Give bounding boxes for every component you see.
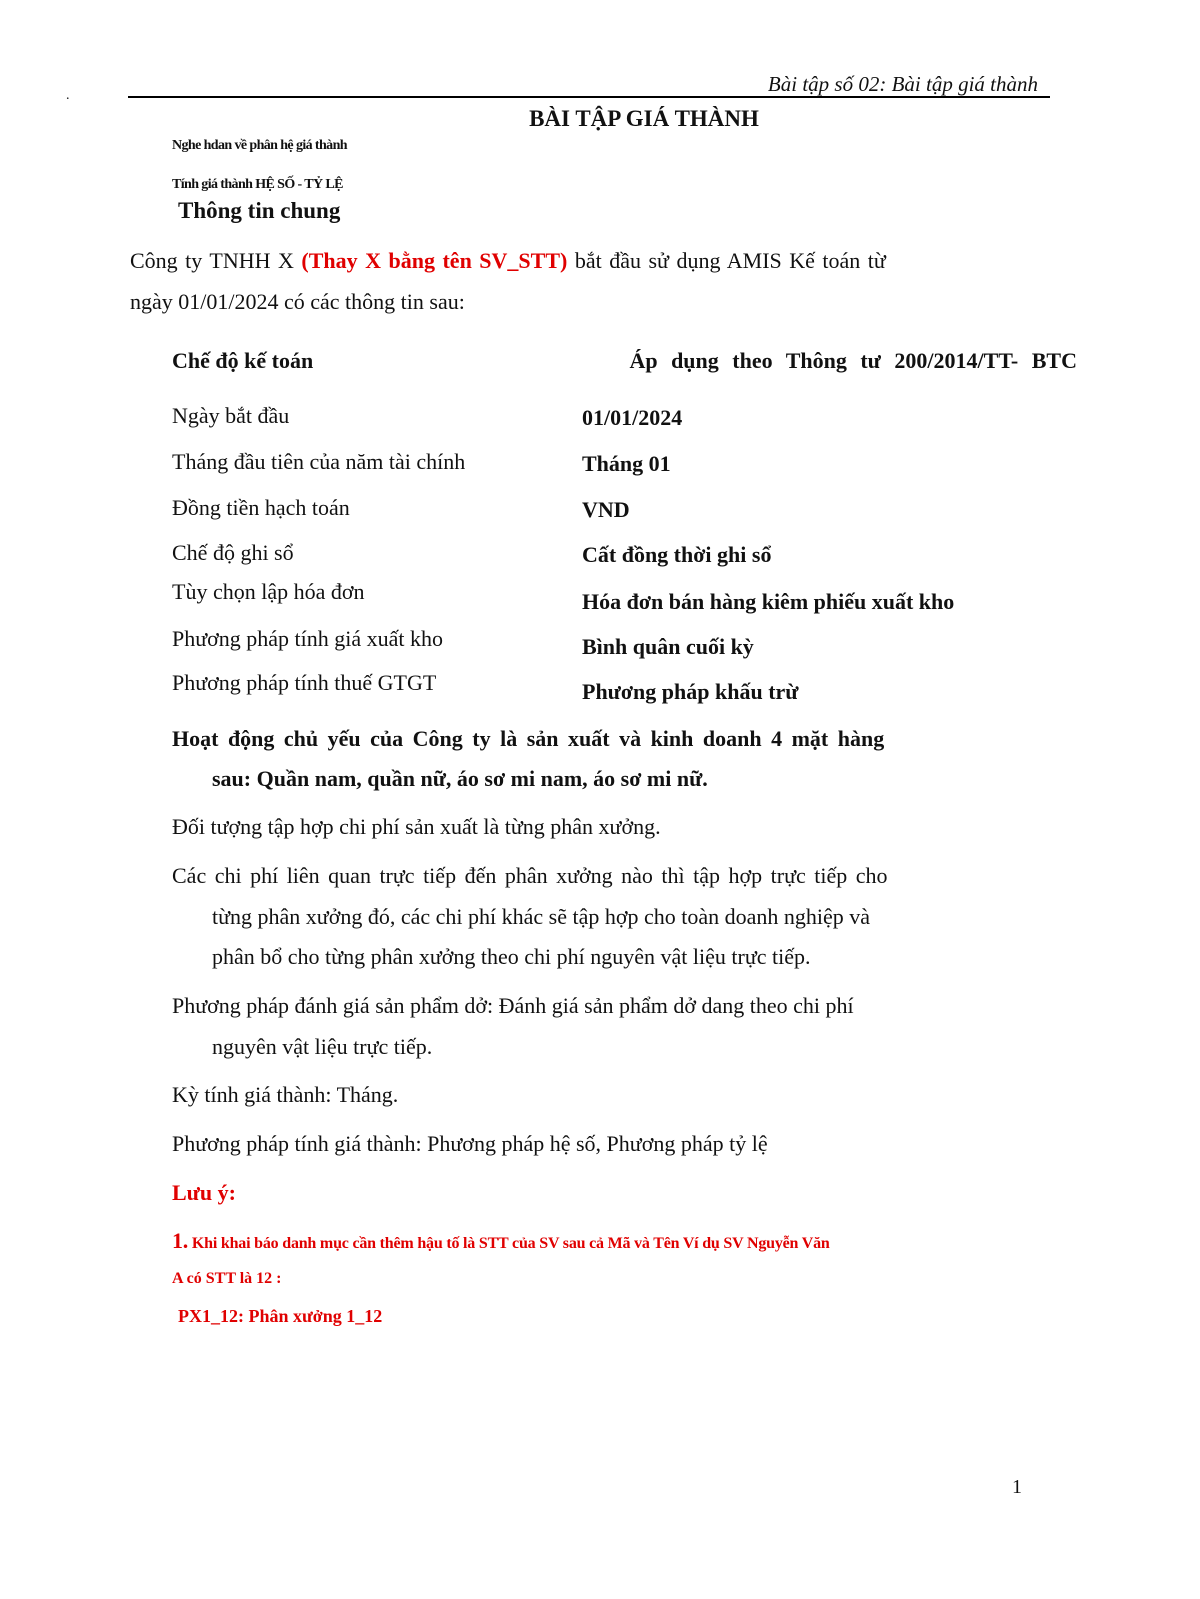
info-value-first-month: Tháng 01 <box>582 451 671 476</box>
info-label-vat-method: Phương pháp tính thuế GTGT <box>172 670 437 695</box>
header-dot: . <box>66 88 70 103</box>
subheading-guide: Nghe hdan về phân hệ giá thành <box>172 138 347 153</box>
intro-highlight: (Thay X bằng tên SV_STT) <box>301 248 568 273</box>
wip-method-line-2: nguyên vật liệu trực tiếp. <box>212 1034 433 1059</box>
info-label-inventory-method: Phương pháp tính giá xuất kho <box>172 626 444 651</box>
info-label-start-date: Ngày bắt đầu <box>172 403 290 428</box>
note-line-1 <box>172 1228 830 1254</box>
subheading-method: Tính giá thành HỆ SỐ - TỶ LỆ <box>172 177 343 192</box>
note-title: Lưu ý: <box>172 1180 236 1205</box>
header-rule <box>128 96 1050 98</box>
info-label-posting-mode: Chế độ ghi sổ <box>172 540 294 565</box>
page-number: 1 <box>1012 1476 1022 1498</box>
info-value-invoice-option: Hóa đơn bán hàng kiêm phiếu xuất kho <box>582 589 955 614</box>
section-title: Thông tin chung <box>178 198 341 223</box>
cost-rule-line-2: từng phân xưởng đó, các chi phí khác sẽ tập hợp cho toàn doanh nghiệp và <box>212 904 871 929</box>
cost-rule-line-3: phân bổ cho từng phân xưởng theo chi phí nguyên vật liệu trực tiếp. <box>212 944 811 969</box>
activity-line-1: Hoạt động chủ yếu của Công ty là sản xuất và kinh doanh 4 mặt hàng <box>172 726 885 751</box>
activity-line-2: sau: Quần nam, quần nữ, áo sơ mi nam, áo sơ mi nữ. <box>212 766 708 791</box>
intro-text: Công ty TNHH X <box>130 248 302 273</box>
info-label-currency: Đồng tiền hạch toán <box>172 495 350 520</box>
note-example: PX1_12: Phân xưởng 1_12 <box>178 1306 383 1326</box>
regime-row <box>172 348 1077 374</box>
cost-rule-line-1: Các chi phí liên quan trực tiếp đến phân xưởng nào thì tập hợp trực tiếp cho <box>172 863 888 888</box>
info-label-invoice-option: Tùy chọn lập hóa đơn <box>172 579 365 604</box>
running-header: Bài tập số 02: Bài tập giá thành <box>767 72 1038 96</box>
intro-text-end: bắt đầu sử dụng AMIS Kế toán từ <box>567 248 886 273</box>
info-value-posting-mode: Cất đồng thời ghi sổ <box>582 542 772 567</box>
info-value-start-date: 01/01/2024 <box>582 405 683 430</box>
info-label-first-month: Tháng đầu tiên của năm tài chính <box>172 449 466 474</box>
regime-label: Chế độ kế toán <box>172 348 314 373</box>
document-title: BÀI TẬP GIÁ THÀNH <box>529 106 759 131</box>
cost-object: Đối tượng tập hợp chi phí sản xuất là từng phân xưởng. <box>172 814 661 839</box>
info-value-currency: VND <box>582 497 630 522</box>
note-number: 1. <box>172 1228 189 1253</box>
note-text: Khi khai báo danh mục cần thêm hậu tố là STT của SV sau cả Mã và Tên Ví dụ SV Nguyễn Văn <box>188 1235 830 1252</box>
info-value-inventory-method: Bình quân cuối kỳ <box>582 634 754 659</box>
costing-method: Phương pháp tính giá thành: Phương pháp hệ số, Phương pháp tỷ lệ <box>172 1131 768 1156</box>
wip-method-line-1: Phương pháp đánh giá sản phẩm dở: Đánh giá sản phẩm dở dang theo chi phí <box>172 993 854 1018</box>
regime-value: Áp dụng theo Thông tư 200/2014/TT- BTC <box>629 348 1077 373</box>
info-value-vat-method: Phương pháp khấu trừ <box>582 679 799 704</box>
costing-period: Kỳ tính giá thành: Tháng. <box>172 1082 399 1107</box>
intro-line-2: ngày 01/01/2024 có các thông tin sau: <box>130 289 465 314</box>
intro-line-1 <box>130 248 886 274</box>
note-line-2: A có STT là 12 : <box>172 1270 282 1287</box>
